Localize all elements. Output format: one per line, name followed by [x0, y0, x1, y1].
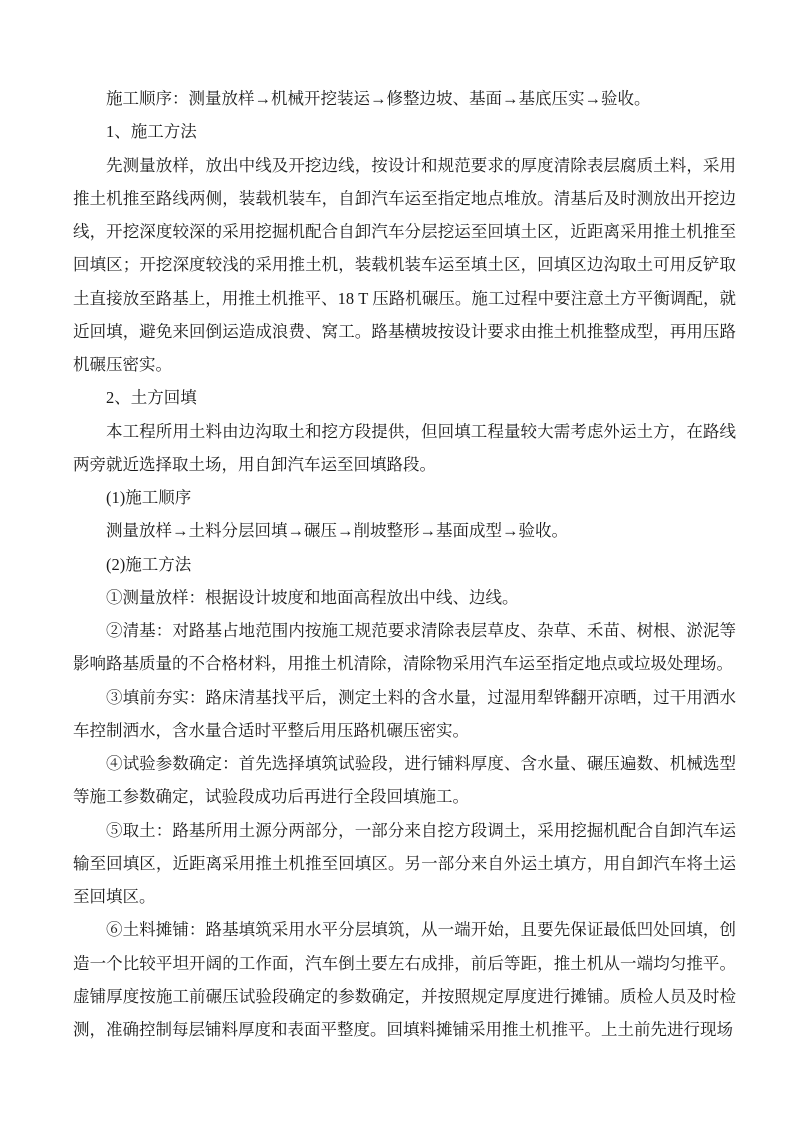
heading-earthwork-backfill: 2、土方回填 [106, 388, 197, 408]
paragraph-backfill-sequence: 测量放样→土料分层回填→碾压→削坡整形→基面成型→验收。 [106, 521, 568, 541]
document-body [73, 82, 736, 1046]
paragraph-step6-soil-spreading: ⑥土料摊铺：路基填筑采用水平分层填筑，从一端开始，且要先保证最低凹处回填，创造一个比较平坦开阔的工作面，汽车倒土要左右成排，前后等距，推土机从一端均匀推平。虚铺厚度按施工前碾压试验段确定的参数确定，并按照规定厚度进行摊铺。质检人员及时检测，准确控制每层铺料厚度和表面平整度。回填料摊铺采用推土机推平。上土前先进行现场 [73, 920, 736, 1039]
heading-sub-construction-sequence: (1)施工顺序 [106, 488, 192, 507]
paragraph-construction-sequence: 施工顺序：测量放样→机械开挖装运→修整边坡、基面→基底压实→验收。 [106, 89, 651, 108]
paragraph-soil-source: 本工程所用土料由边沟取土和挖方段提供，但回填工程量较大需考虑外运土方，在路线两旁就近选择取土场，用自卸汽车运至回填路段。 [73, 421, 736, 474]
paragraph-construction-method-detail: 先测量放样，放出中线及开挖边线，按设计和规范要求的厚度清除表层腐质土料，采用推土机推至路线两侧，装载机装车，自卸汽车运至指定地点堆放。清基后及时测放出开挖边线，开挖深度较深的采用挖掘机配合自卸汽车分层挖运至回填土区，近距离采用推土机推至回填区；开挖深度较浅的采用推土机，装载机装车运至填土区，回填区边沟取土可用反铲取土直接放至路基上，用推土机推平、18 T 压路机碾压。施工过程中要注意土方平衡调配，就近回填，避免来回倒运造成浪费、窝工。路基横坡按设计要求由推土机推整成型，再用压路机碾压密实。 [73, 155, 736, 374]
heading-construction-method: 1、施工方法 [106, 122, 197, 142]
paragraph-step2-foundation-clearing: ②清基：对路基占地范围内按施工规范要求清除表层草皮、杂草、禾苗、树根、淤泥等影响路基质量的不合格材料，用推土机清除，清除物采用汽车运至指定地点或垃圾处理场。 [73, 621, 736, 674]
paragraph-step3-pre-fill-compaction: ③填前夯实：路床清基找平后，测定土料的含水量，过湿用犁铧翻开凉晒，过干用洒水车控制洒水，含水量合适时平整后用压路机碾压密实。 [73, 687, 736, 740]
paragraph-step4-test-parameters: ④试验参数确定：首先选择填筑试验段，进行铺料厚度、含水量、碾压遍数、机械选型等施工参数确定，试验段成功后再进行全段回填施工。 [73, 754, 736, 807]
heading-sub-construction-method: (2)施工方法 [106, 554, 192, 574]
paragraph-step1-survey: ①测量放样：根据设计坡度和地面高程放出中线、边线。 [106, 587, 519, 607]
paragraph-step5-soil-borrowing: ⑤取土：路基所用土源分两部分，一部分来自挖方段调土，采用挖掘机配合自卸汽车运输至回填区，近距离采用推土机推至回填区。另一部分来自外运土填方，用自卸汽车将土运至回填区。 [73, 820, 736, 906]
